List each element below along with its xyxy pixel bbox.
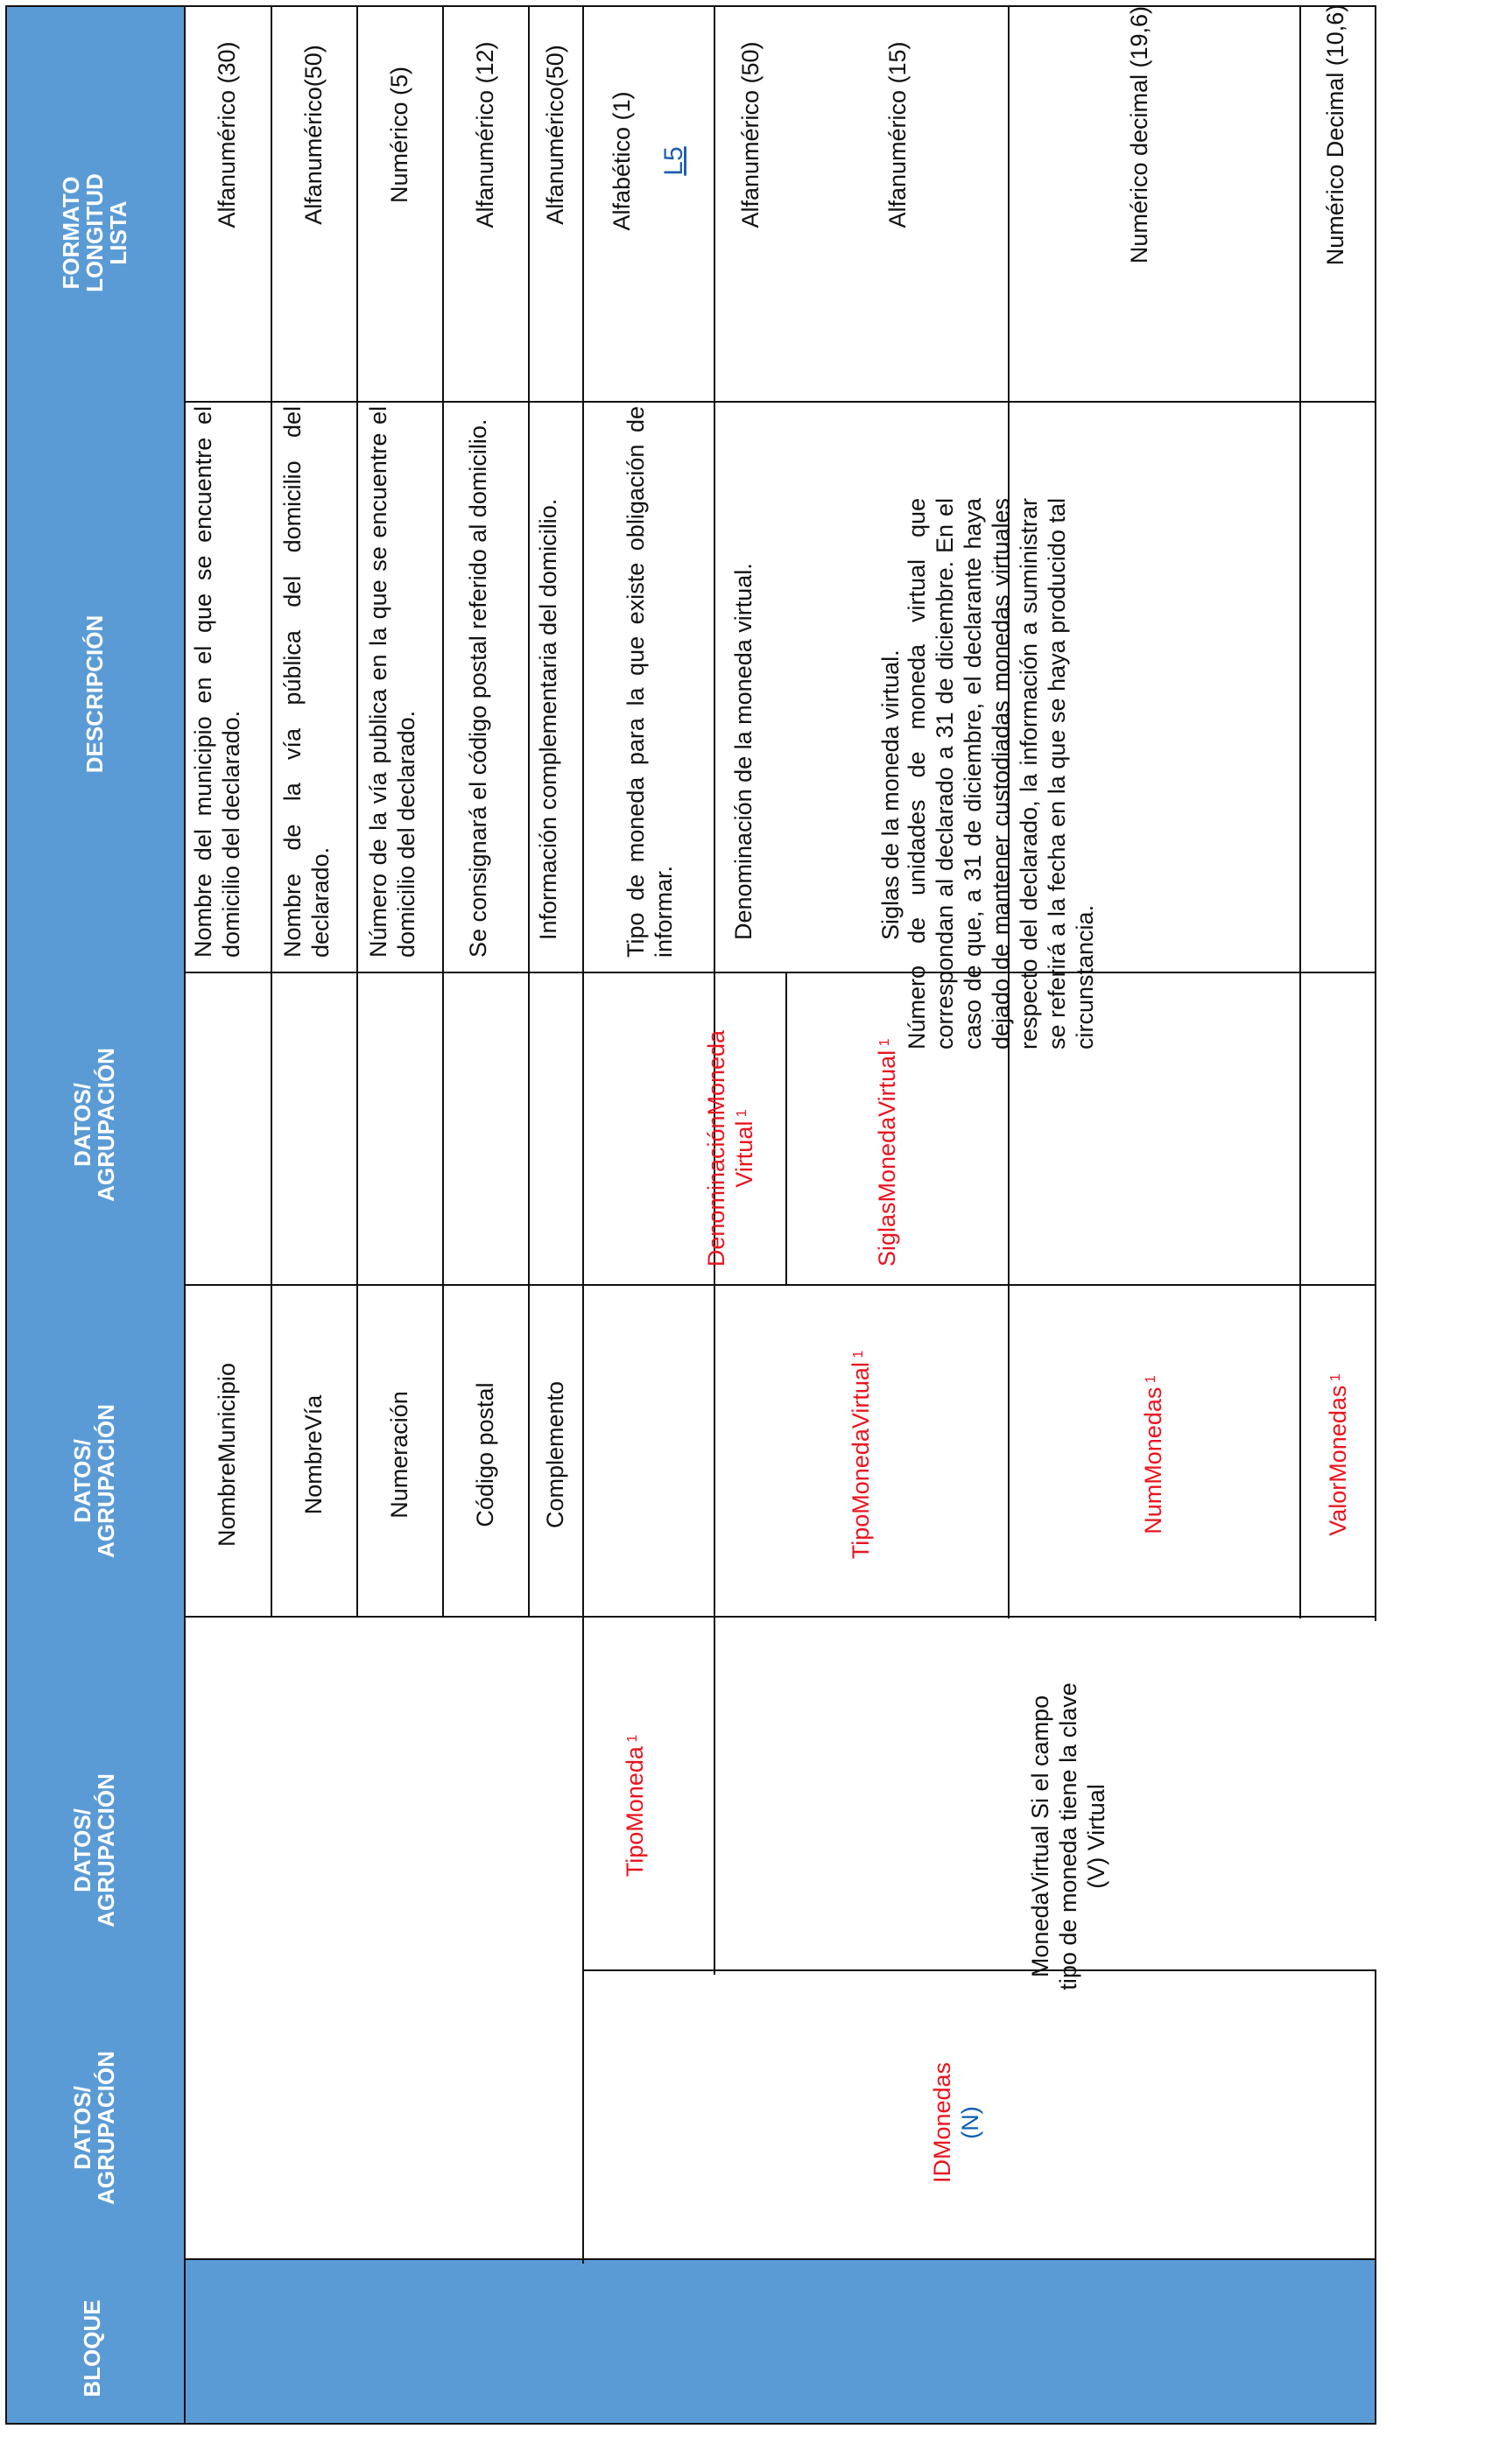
footnote-marker: 1 [1328, 1373, 1343, 1386]
footnote-marker: 1 [851, 1350, 866, 1363]
footnote-marker: 1 [735, 1109, 749, 1121]
field-name: Numeración [386, 1391, 412, 1519]
description-cell: Información complementaria del domicilio. [535, 498, 561, 940]
field-name: NombreVía [300, 1394, 327, 1515]
description-cell: Número de la vía publica en la que se encuentre el domicilio del declarado. [365, 406, 419, 958]
footnote-marker: 1 [1144, 1375, 1158, 1387]
header-datos-4: DATOS/ AGRUPACIÓN [69, 1048, 119, 1202]
header-descripcion: DESCRIPCIÓN [81, 614, 108, 774]
field-name: Complemento [542, 1380, 568, 1529]
group-id-monedas: IDMonedas (N) [929, 2061, 983, 2184]
description-cell: Nombre del municipio en el que se encuentre el domicilio del declarado. [190, 406, 244, 958]
field-num-monedas: NumMonedas $^1$ [1140, 1375, 1166, 1534]
format-cell: Alfanumérico (12) [472, 41, 498, 228]
format-cell: Alfanumérico (15) [884, 41, 911, 228]
description-cell: Denominación de la moneda virtual. [730, 563, 757, 940]
format-cell: Alfanumérico (50) [737, 41, 764, 228]
description-cell: Tipo de moneda para la que existe obligación de informar. [623, 406, 677, 958]
footnote-marker: 1 [625, 1734, 640, 1747]
description-cell: Se consignará el código postal referido al domicilio. [465, 418, 491, 958]
format-cell: Numérico (5) [386, 66, 412, 204]
field-name: Código postal [472, 1382, 498, 1527]
header-datos-1: DATOS/ AGRUPACIÓN [69, 2051, 119, 2205]
description-cell: Siglas de la moneda virtual. [877, 649, 904, 940]
field-tipo-moneda-virtual: TipoMonedaVirtual $^1$ [848, 1350, 874, 1560]
field-valor-monedas: ValorMonedas $^1$ [1325, 1373, 1351, 1536]
format-cell: Numérico Decimal (10,6) [1322, 4, 1348, 266]
header-formato: FORMATO LONGITUD LISTA [57, 173, 131, 292]
bloque-column [184, 2258, 1376, 2425]
list-link[interactable]: L5 [659, 146, 688, 176]
description-cell: Número de unidades de moneda virtual que correspondan al declarado a 31 de diciembre. En el caso de que, a 31 de diciembre, el declarante haya dejado de mantener custodiadas monedas virtuales respecto del declarado, la información a suministrar se referirá a la fecha en la que se haya producido tal circunstancia. [904, 498, 1098, 1049]
field-denominacion-moneda-virtual: DenominaciónMoneda Virtual $^1$ [703, 1029, 757, 1267]
moneda-virtual-note: MonedaVirtual Si el campo tipo de moneda tiene la clave (V) Virtual [1027, 1682, 1109, 1990]
format-cell: Alfanumérico(50) [542, 45, 568, 225]
format-cell: Numérico decimal (19,6) [1126, 5, 1152, 264]
header-datos-2: DATOS/ AGRUPACIÓN [69, 1773, 119, 1927]
description-cell: Nombre de la vía pública del domicilio del declarado. [279, 406, 334, 958]
format-cell: Alfabético (1) L5 [604, 0, 692, 336]
header-datos-3: DATOS/ AGRUPACIÓN [69, 1404, 119, 1558]
header-bloque: BLOQUE [78, 2299, 105, 2397]
field-siglas-moneda-virtual: SiglasMonedaVirtual $^1$ [874, 1038, 900, 1267]
footnote-marker: 1 [877, 1038, 892, 1050]
field-tipo-moneda: TipoMoneda $^1$ [622, 1734, 648, 1878]
field-name: NombreMunicipio [214, 1362, 240, 1548]
format-cell: Alfanumérico (30) [214, 41, 240, 228]
format-cell: Alfanumérico(50) [300, 45, 327, 225]
